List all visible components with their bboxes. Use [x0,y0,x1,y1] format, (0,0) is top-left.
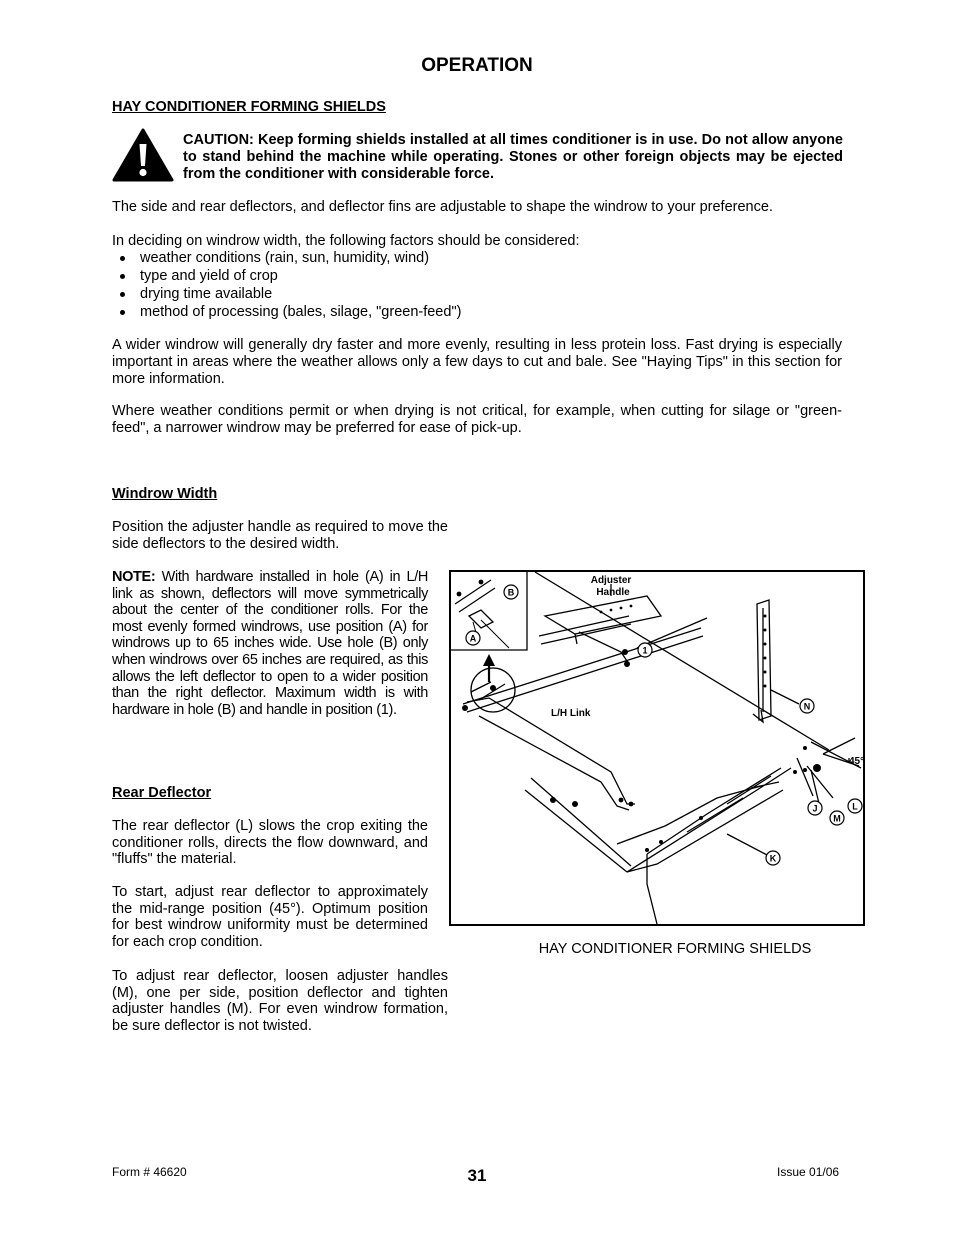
callout-k: K [769,853,777,864]
windrow-width-text: Position the adjuster handle as required to move the side deflectors to the desired width. [112,519,448,552]
forming-shields-diagram [451,572,867,928]
rear-deflector-text-1: The rear deflector (L) slows the crop exiting the conditioner rolls, directs the flow downward, and "fluffs" the material. [112,818,428,868]
rear-deflector-title: Rear Deflector [112,785,212,801]
callout-n: N [803,701,811,712]
callout-l: L [852,801,858,812]
label-lh-link: L/H Link [551,708,591,719]
narrow-windrow-paragraph: Where weather conditions permit or when drying is not critical, for example, when cutting for silage or "green-feed", a narrower windrow may be preferred for ease of pick-up. [112,403,842,436]
callout-1: 1 [642,645,648,656]
form-number: Form # 46620 [112,1165,187,1179]
issue-date: Issue 01/06 [777,1165,840,1179]
page-number: 31 [467,1166,487,1185]
list-item: method of processing (bales, silage, "green-feed") [112,303,832,321]
intro-paragraph: The side and rear deflectors, and deflector fins are adjustable to shape the windrow to your preference. [112,199,773,215]
windrow-note [112,569,428,718]
list-item: weather conditions (rain, sun, humidity, wind) [112,249,832,267]
factors-list [112,249,832,321]
factors-intro: In deciding on windrow width, the following factors should be considered: [112,233,580,249]
forming-shields-figure [449,570,865,926]
rear-deflector-text-2: To start, adjust rear deflector to approximately the mid-range position (45°). Optimum position for best windrow uniformity must be determined for each crop condition. [112,884,428,950]
label-handle: Handle [596,587,630,598]
note-label: NOTE: [112,569,156,585]
callout-m: M [833,813,841,824]
wider-windrow-paragraph: A wider windrow will generally dry faster and more evenly, resulting in less protein loss. Fast drying is especially important in areas where the weather allows only a few days to cut and bale. See "Haying Tips" in this section for more information. [112,337,842,387]
callout-j: J [812,803,818,814]
warning-exclamation-icon [112,128,174,182]
note-body: With hardware installed in hole (A) in L/H link as shown, deflectors will move symmetrically about the center of the conditioner rolls. For the most evenly formed windrows, use position (A) for windrows up to 65 inches wide. Use hole (B) only when windrows over 65 inches are required, as this allows the left deflector to open to a wider position than the right deflector. Maximum width is with hardware in hole (B) and handle in position (1). [112,569,428,718]
list-item: drying time available [112,285,832,303]
label-angle: 45° [849,756,865,767]
section-title: HAY CONDITIONER FORMING SHIELDS [112,99,386,115]
caution-text: CAUTION: Keep forming shields installed at all times conditioner is in use. Do not allow anyone to stand behind the machine while operating. Stones or other foreign objects may be ejected from the conditioner with considerable force. [183,132,843,182]
callout-b: B [507,587,515,598]
rear-deflector-text-3: To adjust rear deflector, loosen adjuster handles (M), one per side, position deflector and tighten adjuster handles (M). For even windrow formation, be sure deflector is not twisted. [112,968,448,1034]
figure-caption: HAY CONDITIONER FORMING SHIELDS [538,941,812,957]
callout-a: A [469,633,477,644]
label-adjuster: Adjuster [590,575,632,586]
page-title: OPERATION [421,55,533,76]
list-item: type and yield of crop [112,267,832,285]
windrow-width-title: Windrow Width [112,486,218,502]
